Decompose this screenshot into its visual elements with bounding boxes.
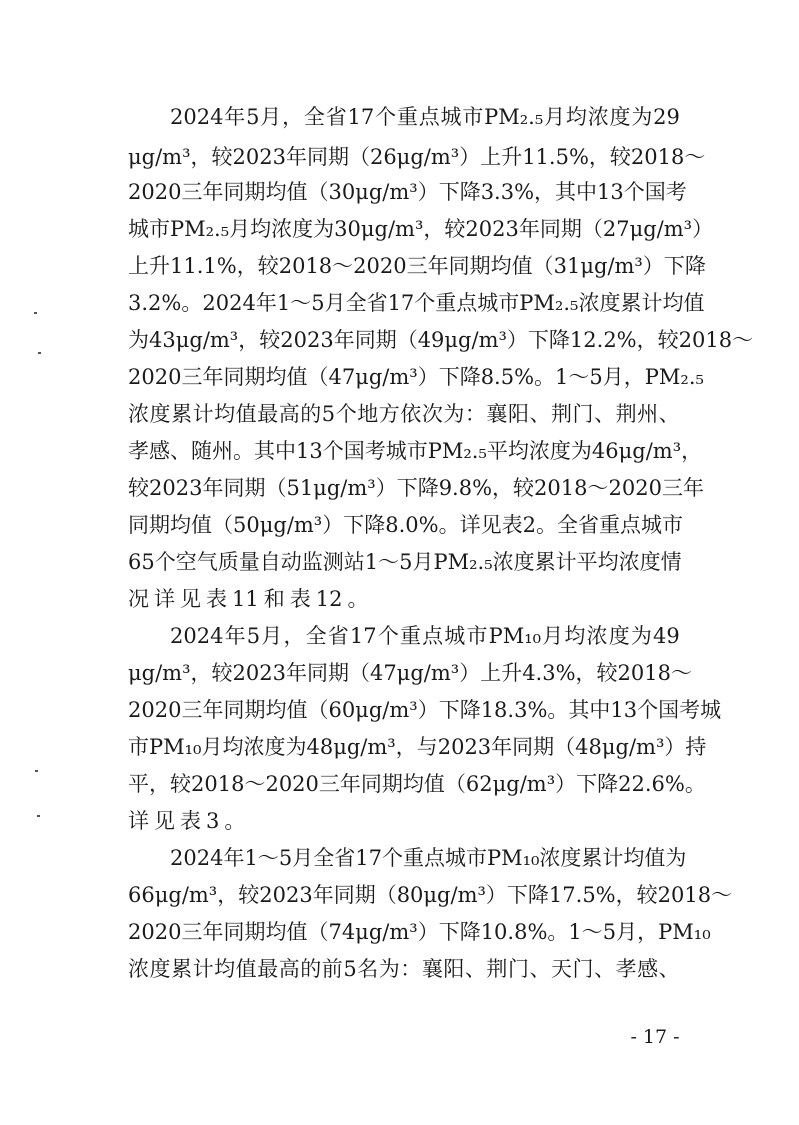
page-number: - 17 - <box>630 1026 680 1048</box>
scan-mark <box>34 312 37 314</box>
body-text-line: 城 市 PM₂.₅ 月 均 浓 度 为 30μg/m³ ， 较 2023 年 同 期 （ 27μg/m³ ） <box>128 217 714 241</box>
body-text-line: 2024 年 1 ～ 5 月 全 省 17 个 重 点 城 市 PM₁₀ 浓 度 累 计 均 值 为 <box>170 846 687 870</box>
body-text-line: 65 个 空 气 质 量 自 动 监 测 站 1 ～ 5 月 PM₂.₅ 浓 度 累 计 平 均 浓 度 情 <box>128 550 682 574</box>
body-text-line: 孝 感 、 随 州 。 其 中 13 个 国 考 城 市 PM₂.₅ 平 均 浓 度 为 46μg/m³ ， <box>128 439 703 463</box>
body-text-line: 2020 三 年 同 期 均 值 （ 60μg/m³ ） 下 降 18.3% 。 其 中 13 个 国 考 城 <box>128 698 722 722</box>
body-text-line: μg/m³ ， 较 2023 年 同 期 （ 26μg/m³ ） 上 升 11.5% ， 较 2018 ～ <box>128 145 706 169</box>
body-text-line: 详 见 表 3 。 <box>128 809 246 833</box>
body-text-line: 较 2023 年 同 期 （ 51μg/m³ ） 下 降 9.8% ， 较 2018 ～ 2020 三 年 <box>128 476 704 500</box>
body-text-line: 浓 度 累 计 均 值 最 高 的 5 个 地 方 依 次 为 ： 襄 阳 、 荆 门 、 荆 州 、 <box>128 402 680 426</box>
body-text-line: 2020 三 年 同 期 均 值 （ 30μg/m³ ） 下 降 3.3% ， 其 中 13 个 国 考 <box>128 180 687 204</box>
body-text-line: 2024 年 5 月 ， 全 省 17 个 重 点 城 市 PM₂.₅ 月 均 浓 度 为 29 <box>170 105 680 129</box>
body-text-line: 平 ， 较 2018 ～ 2020 三 年 同 期 均 值 （ 62μg/m³ ） 下 降 22.6% 。 <box>128 772 706 796</box>
scan-mark <box>35 770 38 772</box>
body-text-line: 2024 年 5 月 ， 全 省 17 个 重 点 城 市 PM₁₀ 月 均 浓 度 为 49 <box>170 624 680 648</box>
scan-mark <box>38 352 41 354</box>
scan-mark <box>37 815 40 817</box>
body-text-line: 2020 三 年 同 期 均 值 （ 74μg/m³ ） 下 降 10.8% 。 1 ～ 5 月 ， PM₁₀ <box>128 920 711 944</box>
body-text-line: 3.2% 。 2024 年 1 ～ 5 月 全 省 17 个 重 点 城 市 PM₂.₅ 浓 度 累 计 均 值 <box>128 291 705 315</box>
body-text-line: 浓 度 累 计 均 值 最 高 的 前 5 名 为 ： 襄 阳 、 荆 门 、 天 门 、 孝 感 、 <box>128 957 680 981</box>
body-text-line: 同 期 均 值 （ 50μg/m³ ） 下 降 8.0% 。 详 见 表 2 。 全 省 重 点 城 市 <box>128 513 683 537</box>
body-text-line: 况 详 见 表 11 和 表 12 。 <box>128 587 369 611</box>
body-text-line: 市 PM₁₀ 月 均 浓 度 为 48μg/m³ ， 与 2023 年 同 期 （ 48μg/m³ ） 持 <box>128 735 707 759</box>
body-text-line: 2020 三 年 同 期 均 值 （ 47μg/m³ ） 下 降 8.5% 。 1 ～ 5 月 ， PM₂.₅ <box>128 365 704 389</box>
body-text-line: 66μg/m³ ， 较 2023 年 同 期 （ 80μg/m³ ） 下 降 17.5% ， 较 2018 ～ <box>128 883 733 907</box>
body-text-line: 为 43μg/m³ ， 较 2023 年 同 期 （ 49μg/m³ ） 下 降 12.2% ， 较 2018 ～ <box>128 328 754 352</box>
body-text-line: μg/m³ ， 较 2023 年 同 期 （ 47μg/m³ ） 上 升 4.3% ， 较 2018 ～ <box>128 661 692 685</box>
body-text-line: 上 升 11.1% ， 较 2018 ～ 2020 三 年 同 期 均 值 （ 31μg/m³ ） 下 降 <box>128 254 706 278</box>
